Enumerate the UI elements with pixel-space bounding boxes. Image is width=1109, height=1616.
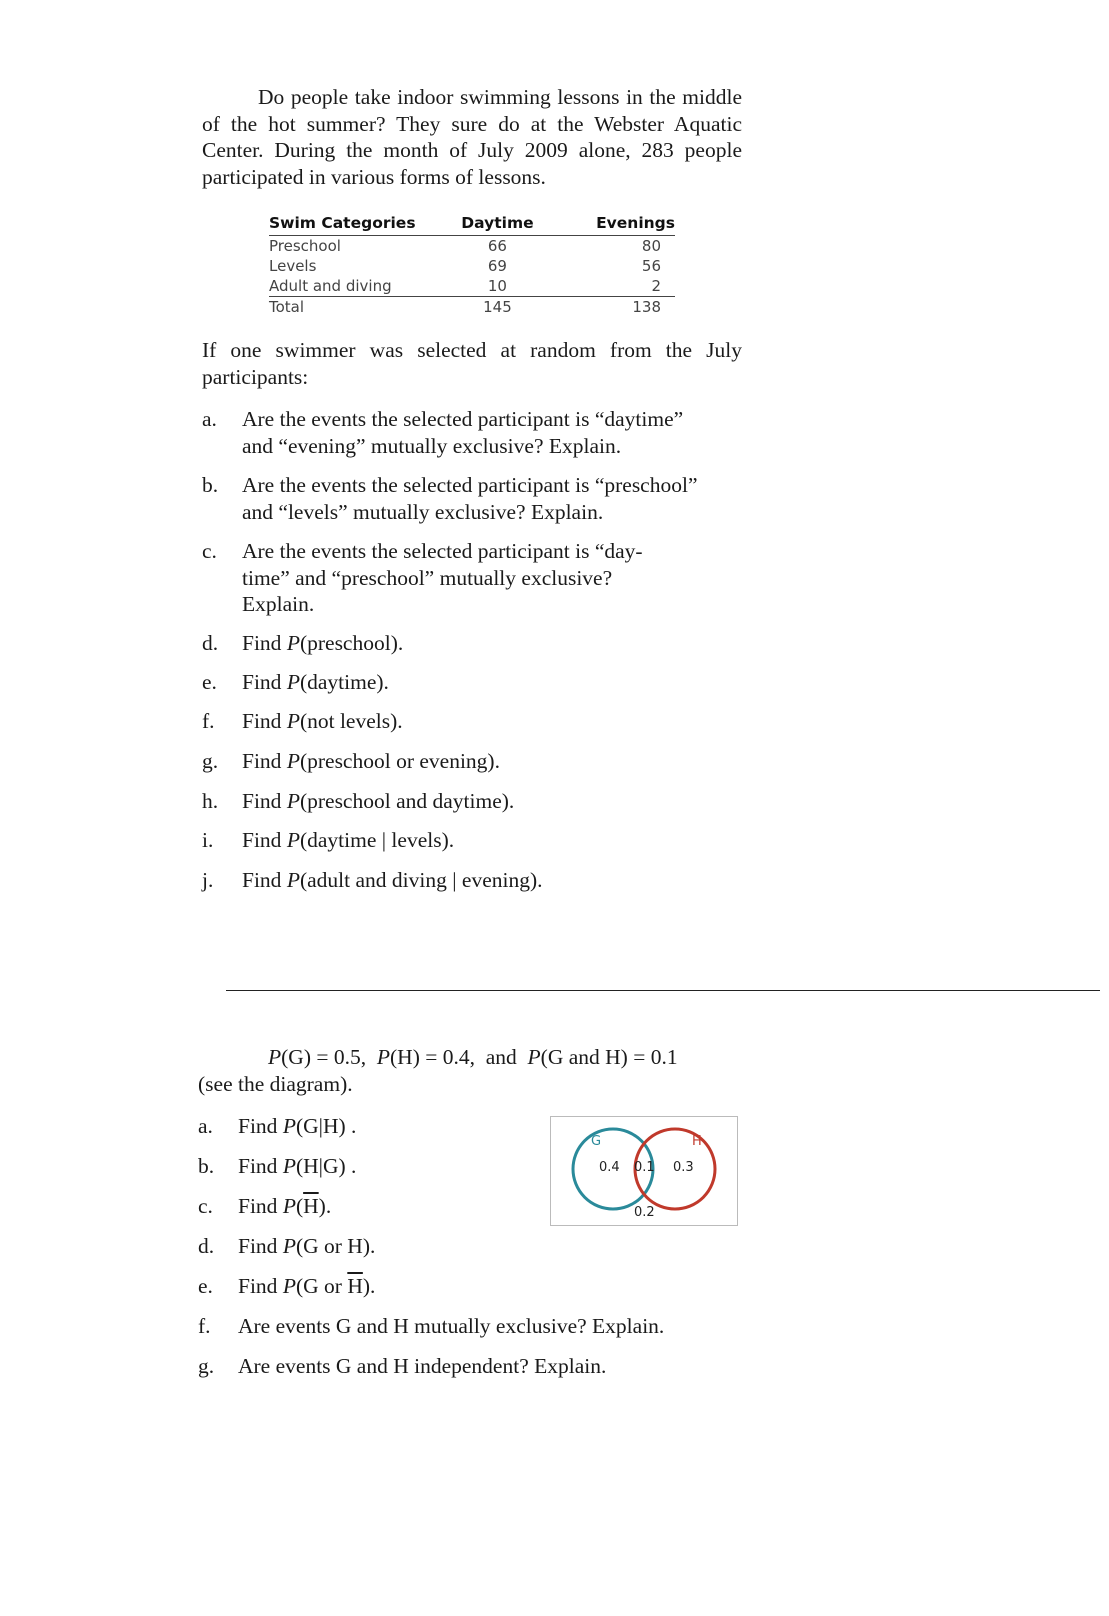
venn-diagram — [550, 1116, 738, 1226]
probability-symbol: P — [286, 789, 300, 813]
question-label: e. — [202, 670, 217, 694]
question2-f — [198, 1313, 738, 1340]
question-line: Are the events the selected participant is “day- — [242, 539, 643, 563]
question-prefix: Find — [242, 749, 287, 773]
question-a — [202, 406, 742, 459]
question-text — [242, 669, 742, 696]
cell-evenings: 80 — [641, 237, 661, 255]
question-line: and “levels” mutually exclusive? Explain. — [242, 499, 604, 524]
question-text — [242, 867, 742, 894]
question-e — [202, 669, 742, 696]
cell-category: Levels — [269, 257, 317, 275]
prompt-line-1: If one swimmer was selected at random from the July — [202, 338, 742, 362]
question-close: ). — [362, 1274, 376, 1298]
probability-symbol: P — [282, 1114, 296, 1138]
probability-symbol: P — [282, 1274, 296, 1298]
question-open: ( — [295, 1194, 304, 1218]
section-divider — [226, 990, 1100, 991]
table-header-row — [269, 212, 675, 236]
question-suffix: (daytime). — [299, 670, 389, 694]
table-row — [269, 276, 675, 297]
question-text — [242, 538, 742, 618]
question2-c — [198, 1193, 538, 1220]
question-label: f. — [198, 1314, 211, 1338]
table-row — [269, 236, 675, 257]
question-label: a. — [202, 407, 217, 431]
cell-daytime: 66 — [487, 237, 507, 255]
probability-symbol: P — [268, 1045, 282, 1069]
given-line-2: (see the diagram). — [198, 1071, 353, 1096]
prompt-line-2: participants: — [202, 364, 309, 389]
label-h: H — [692, 1134, 702, 1149]
question-b — [202, 472, 742, 525]
question-prefix: Find — [242, 709, 287, 733]
question-suffix: (preschool). — [299, 631, 404, 655]
question2-d — [198, 1233, 538, 1260]
question-suffix: (preschool and daytime). — [299, 789, 515, 813]
question-text: Are events G and H independent? Explain. — [238, 1354, 607, 1378]
question-label: e. — [198, 1274, 213, 1298]
question-f — [202, 708, 742, 735]
question-prefix: Find — [242, 828, 287, 852]
question2-e — [198, 1273, 538, 1300]
intro-line-1: Do people take indoor swimming lessons in the — [258, 85, 676, 109]
cell-daytime: 69 — [487, 257, 507, 275]
question-label: a. — [198, 1114, 213, 1138]
intro-line-3: Aquatic Center. During the month of July 2009 alone, — [202, 111, 742, 162]
header-daytime: Daytime — [446, 212, 549, 236]
question-text — [242, 630, 742, 657]
question-i — [202, 827, 742, 854]
question-label: b. — [198, 1154, 215, 1178]
question-suffix: (daytime | levels). — [299, 828, 455, 852]
question-label: d. — [202, 631, 219, 655]
cell-total-label: Total — [269, 297, 446, 318]
probability-symbol: P — [527, 1045, 541, 1069]
cell-total-daytime: 145 — [446, 297, 549, 318]
question2-g — [198, 1353, 738, 1380]
question-prefix: Find — [242, 670, 287, 694]
given-text: (G) = 0.5, — [281, 1045, 377, 1069]
question-text — [242, 748, 742, 775]
question-prefix: Find — [238, 1154, 283, 1178]
question-suffix: (adult and diving | evening). — [299, 868, 543, 892]
question2-a — [198, 1113, 538, 1140]
probability-symbol: P — [286, 868, 300, 892]
probability-symbol: P — [286, 670, 300, 694]
question-prefix: Find — [238, 1114, 283, 1138]
cell-daytime: 10 — [446, 276, 549, 297]
question-line: time” and “preschool” mutually exclusive? — [242, 565, 613, 590]
question-h — [202, 788, 742, 815]
value-both: 0.1 — [634, 1160, 655, 1175]
question-label: b. — [202, 473, 219, 497]
complement-event: $\overline{H}$ — [303, 1194, 319, 1218]
value-neither: 0.2 — [634, 1205, 655, 1220]
question-label: c. — [198, 1194, 213, 1218]
intro-line-2: middle of the hot summer? They sure do at the Webster — [202, 85, 743, 136]
probability-symbol: P — [282, 1234, 296, 1258]
question-close: ). — [318, 1194, 332, 1218]
question-suffix: (H|G) . — [295, 1154, 357, 1178]
probability-symbol: P — [376, 1045, 391, 1069]
question-prefix: Find — [242, 631, 287, 655]
probability-symbol: P — [282, 1194, 296, 1218]
question-label: c. — [202, 539, 217, 563]
value-h-only: 0.3 — [673, 1160, 694, 1175]
question-prefix: Find — [238, 1274, 283, 1298]
question-label: f. — [202, 709, 215, 733]
question-line: and “evening” mutually exclusive? Explain. — [242, 433, 622, 458]
question-text — [242, 708, 742, 735]
complement-event: $\overline{H}$ — [347, 1274, 363, 1298]
cell-category: Preschool — [269, 237, 341, 255]
cell-category: Adult and diving — [269, 276, 446, 297]
question-label: d. — [198, 1234, 215, 1258]
question-d — [202, 630, 742, 657]
probability-symbol: P — [282, 1154, 296, 1178]
header-evenings: Evenings — [549, 212, 675, 236]
probability-symbol: P — [286, 749, 300, 773]
question-label: g. — [202, 749, 219, 773]
question-label: i. — [202, 828, 214, 852]
question-suffix: (G|H) . — [295, 1114, 357, 1138]
question-text — [242, 827, 742, 854]
table-row — [269, 256, 675, 276]
question-text — [242, 406, 742, 459]
question-text: Are events G and H mutually exclusive? Explain. — [238, 1314, 665, 1338]
question-prefix: Find — [242, 868, 287, 892]
question-label: j. — [202, 868, 214, 892]
question-open: (G or — [295, 1274, 348, 1298]
question-label: h. — [202, 789, 219, 813]
question-prefix: Find — [242, 789, 287, 813]
question-text — [238, 1233, 738, 1260]
question2-b — [198, 1153, 538, 1180]
intro-line-4: 283 people participated in various forms of lessons. — [202, 138, 742, 189]
value-g-only: 0.4 — [599, 1160, 620, 1175]
question-label: g. — [198, 1354, 215, 1378]
question-text — [238, 1273, 738, 1300]
cell-evenings: 2 — [549, 276, 675, 297]
question-suffix: (preschool or evening). — [299, 749, 500, 773]
table-total-row — [269, 297, 675, 318]
question-prefix: Find — [238, 1234, 283, 1258]
given-text: (G and H) = 0.1 — [540, 1045, 678, 1069]
probability-symbol: P — [286, 828, 300, 852]
question-g — [202, 748, 742, 775]
question-suffix: (not levels). — [299, 709, 403, 733]
given-text: (H) = 0.4, and — [390, 1045, 528, 1069]
question-line: Are the events the selected participant is “daytime” — [242, 407, 684, 431]
question-text — [242, 788, 742, 815]
question-j — [202, 867, 742, 894]
question-prefix: Find — [238, 1194, 283, 1218]
question-suffix: (G or H). — [295, 1234, 376, 1258]
cell-evenings: 56 — [641, 257, 661, 275]
swim-table — [269, 212, 675, 317]
given-probabilities — [198, 1044, 738, 1097]
question-line: Are the events the selected participant is “preschool” — [242, 473, 698, 497]
probability-symbol: P — [286, 631, 300, 655]
intro-paragraph — [202, 84, 742, 190]
question-line: Explain. — [242, 592, 315, 616]
probability-symbol: P — [286, 709, 300, 733]
header-category: Swim Categories — [269, 212, 446, 236]
label-g: G — [591, 1134, 602, 1149]
question-text — [242, 472, 742, 525]
cell-total-evenings: 138 — [549, 297, 675, 318]
question-prompt — [202, 337, 742, 390]
question-c — [202, 538, 742, 618]
